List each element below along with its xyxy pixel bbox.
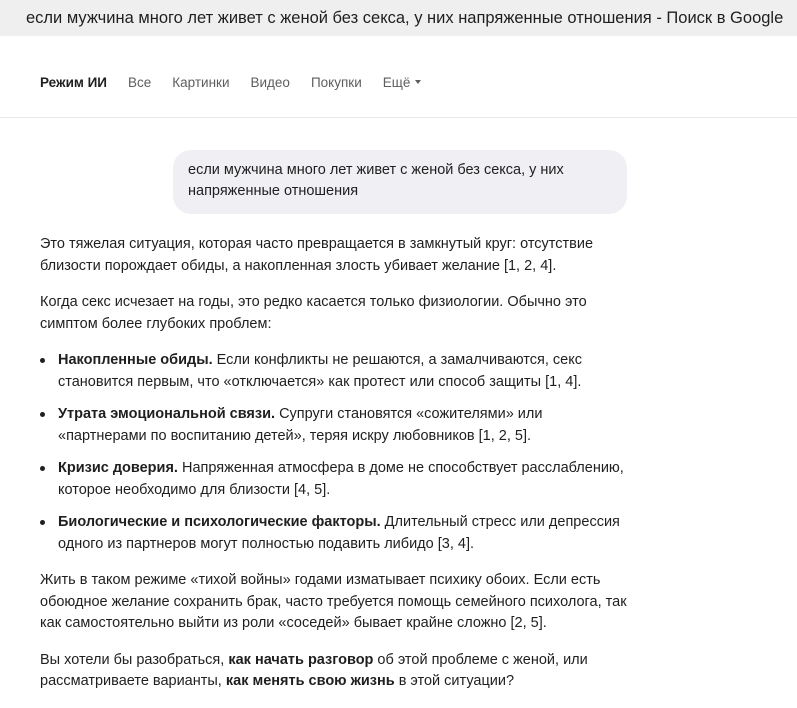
list-item bbox=[40, 458, 630, 501]
tab-more[interactable] bbox=[383, 75, 422, 90]
tab-all[interactable]: Все bbox=[128, 74, 152, 90]
window-title: если мужчина много лет живет с женой без секса, у них напряженные отношения - Поиск в Google bbox=[0, 0, 797, 36]
answer-lead: Когда секс исчезает на годы, это редко касается только физиологии. Обычно это симптом более глубоких проблем: bbox=[40, 294, 587, 332]
followup-text-3: в этой ситуации? bbox=[394, 673, 515, 689]
tab-images[interactable]: Картинки bbox=[172, 74, 230, 90]
bullet-text: Напряженная атмосфера в доме не способствует расслаблению, которое необходимо для близости [4, 5]. bbox=[58, 460, 624, 498]
answer-followup bbox=[40, 650, 630, 693]
tab-videos[interactable]: Видео bbox=[250, 74, 290, 90]
answer-summary: Жить в таком режиме «тихой войны» годами изматывает психику обоих. Если есть обоюдное желание сохранить брак, часто требуется помощь семейного психолога, так как самостоятельно выйти из роли «соседей» бывает крайне сложно [2, 5]. bbox=[40, 572, 627, 631]
tab-ai-mode[interactable]: Режим ИИ bbox=[40, 74, 108, 90]
tab-more-label: Ещё bbox=[382, 74, 411, 90]
bullet-title: Накопленные обиды. bbox=[58, 352, 213, 368]
tab-shopping[interactable]: Покупки bbox=[310, 74, 362, 90]
search-tabs bbox=[40, 72, 442, 92]
bullet-title: Утрата эмоциональной связи. bbox=[58, 406, 276, 422]
list-item bbox=[40, 404, 630, 447]
answer-bullet-list bbox=[40, 350, 630, 555]
header-divider bbox=[0, 117, 797, 118]
answer-intro: Это тяжелая ситуация, которая часто превращается в замкнутый круг: отсутствие близости порождает обиды, а накопленная злость убивает желание [1, 2, 4]. bbox=[40, 236, 594, 274]
ai-answer bbox=[40, 234, 630, 708]
user-query-bubble: если мужчина много лет живет с женой без секса, у них напряженные отношения bbox=[173, 150, 627, 214]
bullet-text: Длительный стресс или депрессия одного из партнеров могут полностью подавить либидо [3, 4]. bbox=[58, 514, 620, 552]
followup-text-1: Вы хотели бы разобраться, bbox=[40, 651, 229, 668]
caret-down-icon bbox=[415, 80, 421, 84]
followup-text-2: об этой проблеме с женой, или рассматриваете варианты, bbox=[40, 651, 588, 689]
bullet-text: Если конфликты не решаются, а замалчиваются, секс становится первым, что «отключается» как протест или способ защиты [1, 4]. bbox=[58, 352, 582, 390]
bullet-text: Супруги становятся «сожителями» или «партнерами по воспитанию детей», теряя искру любовников [1, 2, 5]. bbox=[58, 406, 543, 444]
followup-link-change-life[interactable]: как менять свою жизнь bbox=[225, 673, 395, 689]
bullet-title: Биологические и психологические факторы. bbox=[58, 514, 381, 530]
bullet-title: Кризис доверия. bbox=[58, 460, 178, 476]
list-item bbox=[40, 350, 630, 393]
followup-link-start-conversation[interactable]: как начать разговор bbox=[228, 651, 374, 668]
list-item bbox=[40, 512, 630, 555]
scrollbar[interactable] bbox=[791, 36, 797, 705]
